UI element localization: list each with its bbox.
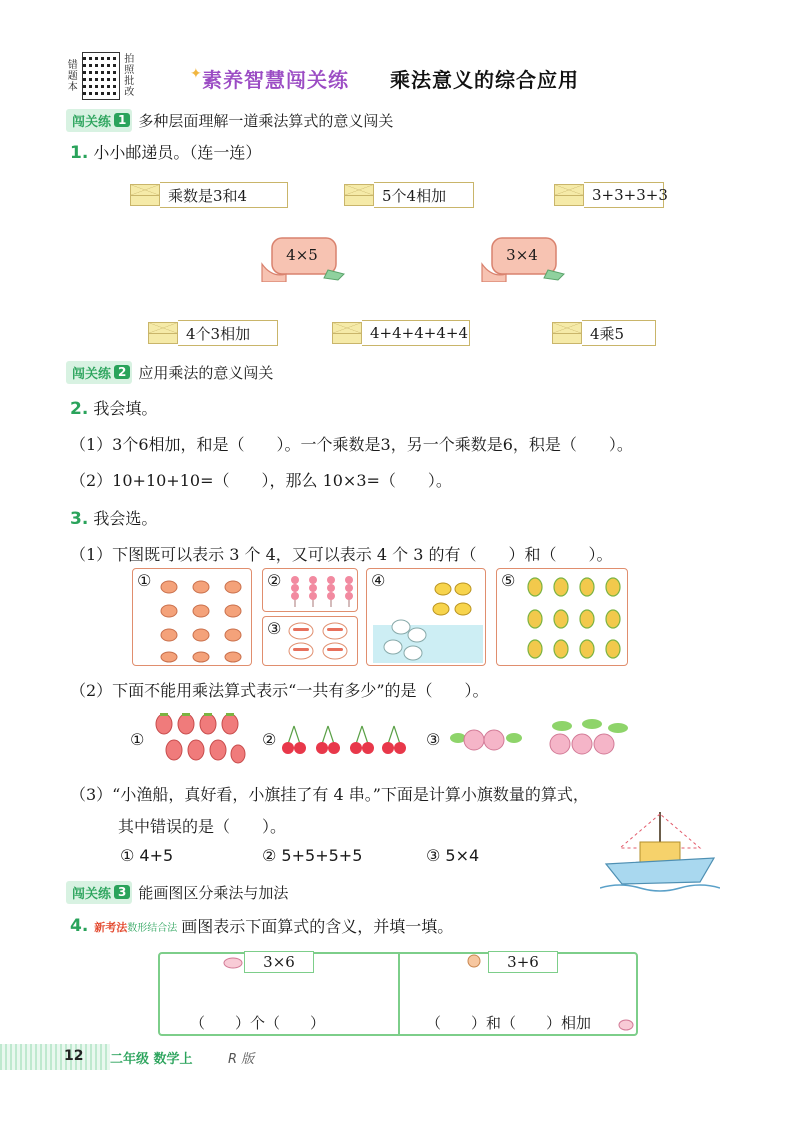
- corn-icons: [521, 575, 625, 663]
- section-title: 应用乘法的意义闯关: [138, 363, 274, 382]
- mailbox-label: 3×4: [506, 246, 538, 264]
- envelope-icon: [148, 322, 178, 344]
- envelope-icon: [552, 322, 582, 344]
- mailbox-1[interactable]: [258, 234, 346, 282]
- qr-right-label: 拍照批改: [124, 54, 135, 98]
- bunny-small-icon: [616, 1014, 636, 1032]
- envelope-top-3[interactable]: 3+3+3+3: [554, 182, 664, 208]
- radish-icons-b: [546, 718, 632, 758]
- q3-sub2-option-2[interactable]: ②: [262, 730, 277, 749]
- option-box-3[interactable]: ③: [262, 616, 358, 666]
- option-box-2[interactable]: ②: [262, 568, 358, 612]
- section-header-3: [66, 880, 288, 904]
- question-1: 1. 小小邮递员。（连一连）: [70, 143, 262, 163]
- q2-line-2[interactable]: （2）10+10+10=（ ），那么 10×3=（ ）。: [70, 471, 452, 490]
- cherry-icons: [282, 718, 410, 758]
- envelope-icon: [332, 322, 362, 344]
- option-box-1[interactable]: ①: [132, 568, 252, 666]
- q3-sub-3-line-1: （3）“小渔船，真好看，小旗挂了有 4 串。”下面是计算小旗数量的算式，: [70, 785, 589, 804]
- drawing-divider: [398, 952, 400, 1036]
- section-badge: 闯关练 1: [66, 109, 132, 132]
- section-title: 能画图区分乘法与加法: [138, 883, 289, 902]
- skewer-icons: [287, 573, 355, 609]
- section-header-2: [66, 360, 273, 384]
- section-header-1: [66, 108, 393, 132]
- strawberry-icons: [152, 712, 248, 766]
- envelope-icon: [344, 184, 374, 206]
- mailbox-label: 4×5: [286, 246, 318, 264]
- option-box-4[interactable]: ④: [366, 568, 486, 666]
- fishing-boat-icon: [600, 808, 720, 894]
- qr-left-label: 错题本: [67, 59, 78, 93]
- left-expression-label: 3×6: [244, 951, 314, 973]
- question-2: 2. 我会填。: [70, 399, 158, 419]
- footer-stripe: [0, 1044, 110, 1070]
- envelope-icon: [554, 184, 584, 206]
- q3-sub3-option-1[interactable]: ① 4+5: [120, 846, 174, 865]
- envelope-top-1[interactable]: 乘数是3和4: [130, 182, 288, 208]
- section-badge: 闯关练 3: [66, 881, 132, 904]
- radish-icons-a: [450, 722, 522, 756]
- sausage-icons: [287, 621, 355, 663]
- q3-sub2-option-1[interactable]: ①: [130, 730, 145, 749]
- qr-code-icon: [82, 52, 121, 100]
- qr-code-block: [66, 50, 136, 102]
- envelope-top-2[interactable]: 5个4相加: [344, 182, 474, 208]
- new-method-tag: 新考法数形结合法: [94, 921, 178, 934]
- envelope-bottom-1[interactable]: 4个3相加: [148, 320, 278, 346]
- page-title: 素养智慧闯关练: [202, 68, 349, 92]
- q3-sub3-option-2[interactable]: ② 5+5+5+5: [262, 846, 363, 865]
- envelope-bottom-3[interactable]: 4乘5: [552, 320, 656, 346]
- q3-sub-3-line-2[interactable]: 其中错误的是（ ）。: [118, 817, 287, 836]
- q3-sub-1[interactable]: （1）下图既可以表示 3 个 4，又可以表示 4 个 3 的有（ ）和（ ）。: [70, 545, 613, 564]
- right-answer-fill[interactable]: （ ）和（ ）相加: [426, 1014, 592, 1032]
- footer-book: 二年级 数学上: [110, 1052, 193, 1067]
- option-box-5[interactable]: ⑤: [496, 568, 628, 666]
- q3-sub2-option-3[interactable]: ③: [426, 730, 441, 749]
- q3-sub3-option-3[interactable]: ③ 5×4: [426, 846, 480, 865]
- page-number: 12: [64, 1048, 84, 1064]
- envelope-bottom-2[interactable]: 4+4+4+4+4: [332, 320, 470, 346]
- section-badge: 闯关练 2: [66, 361, 132, 384]
- drumstick-icons: [157, 575, 249, 663]
- mailbox-2[interactable]: [478, 234, 566, 282]
- duck-icons: [373, 575, 483, 663]
- question-4: 4. 新考法数形结合法 画图表示下面算式的含义，并填一填。: [70, 915, 454, 936]
- section-title: 多种层面理解一道乘法算式的意义闯关: [138, 111, 394, 130]
- left-answer-fill[interactable]: （ ）个（ ）: [190, 1014, 326, 1032]
- footer-edition: R 版: [228, 1052, 255, 1067]
- q2-line-1[interactable]: （1）3个6相加，和是（ ）。一个乘数是3，另一个乘数是6，积是（ ）。: [70, 435, 633, 454]
- page-subtitle: 乘法意义的综合应用: [390, 68, 579, 92]
- question-3: 3. 我会选。: [70, 509, 158, 529]
- flower-icon: [462, 951, 486, 971]
- bunny-icon: [222, 953, 244, 969]
- sparkle-icon: ✦: [190, 66, 202, 82]
- envelope-icon: [130, 184, 160, 206]
- right-expression-label: 3+6: [488, 951, 558, 973]
- q3-sub-2[interactable]: （2）下面不能用乘法算式表示“一共有多少”的是（ ）。: [70, 681, 489, 700]
